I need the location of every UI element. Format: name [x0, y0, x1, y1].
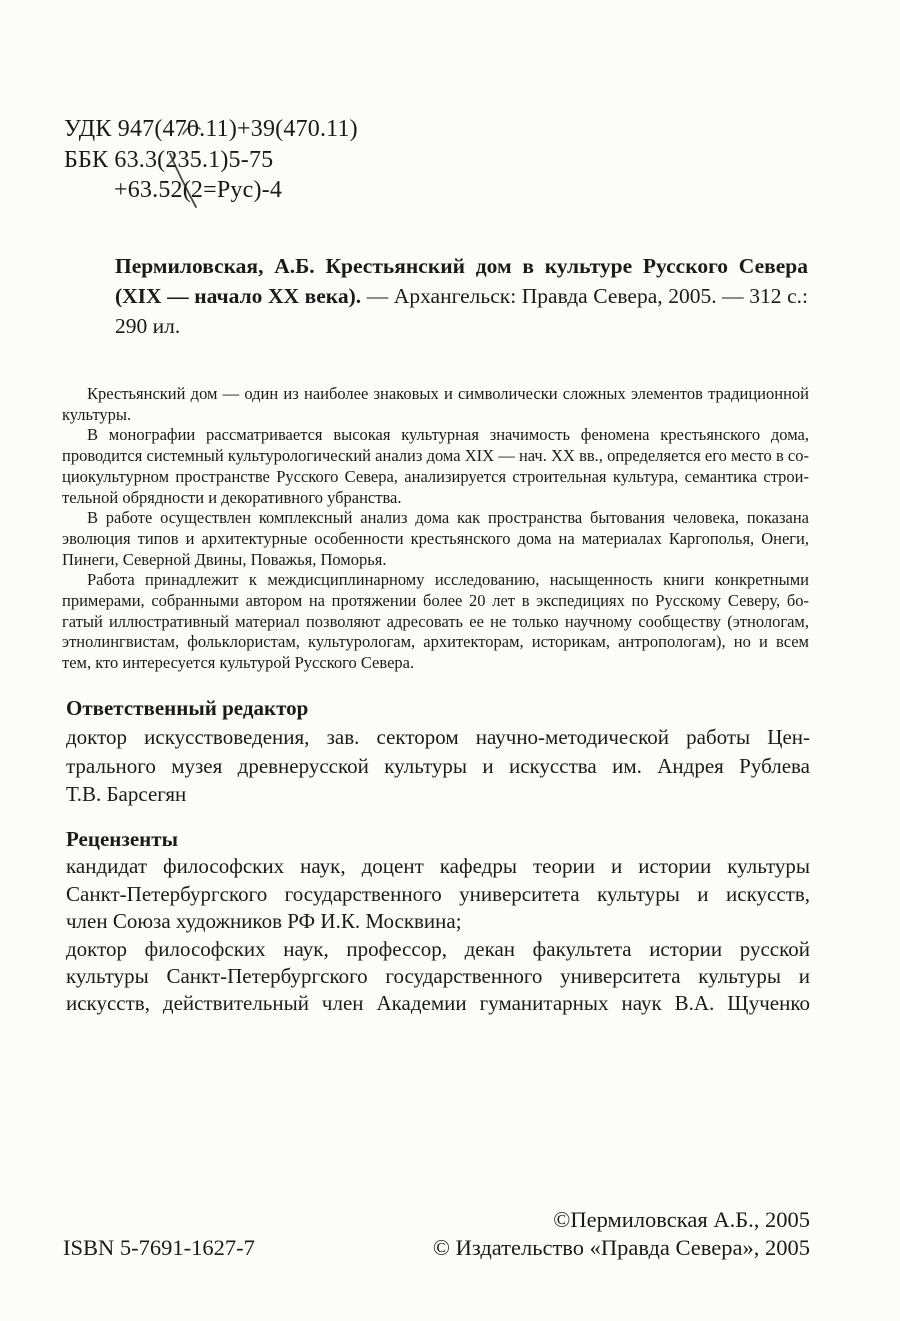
copyright-author-line: ©Пермиловская А.Б., 2005: [553, 1207, 810, 1232]
text-line: этнолингвистам, фольклористам, культурологам, архитекторам, историкам, антропологам), но и всем: [62, 632, 809, 652]
text-line: член Союза художников РФ И.К. Москвина;: [66, 909, 462, 934]
editor-paragraph: [66, 723, 810, 809]
reviewer-paragraph: [66, 853, 810, 935]
annotation-paragraph: [62, 508, 809, 570]
reviewer-paragraph: [66, 936, 810, 1018]
reviewers-section: [66, 826, 810, 1018]
bib-imprint-regular: — Архангельск: Правда Севера, 2005. — 312 с.:: [361, 284, 808, 308]
text-line: тем, кто интересуется культурой Русского Севера.: [62, 653, 415, 673]
bib-subtitle-bold: (XIX — начало XX века).: [115, 284, 362, 308]
text-line: В монографии рассматривается высокая культурная значимость феномена крестьянского дома,: [87, 425, 809, 445]
text-line: циокультурном пространстве Русского Севера, анализируется строительная культура, семантика строи-: [62, 466, 809, 486]
editor-section: [66, 694, 810, 809]
text-line: культуры.: [62, 404, 132, 424]
annotation-paragraph: [62, 425, 809, 508]
text-line: Пинеги, Северной Двины, Поважья, Поморья.: [62, 549, 387, 569]
text-line: тельной обрядности и декоративного убранства.: [62, 487, 402, 507]
text-line: Т.В. Барсегян: [66, 782, 187, 807]
reviewers-heading: Рецензенты: [66, 827, 178, 851]
text-line: эволюция типов и архитектурные особенности крестьянского дома на материалах Каргополья, Онеги,: [62, 528, 809, 548]
annotation-paragraph: [62, 384, 809, 425]
classification-block: [64, 114, 358, 206]
text-line: проводится системный культурологический анализ дома XIX — нач. XX вв., определяется его место в со-: [62, 446, 809, 466]
text-line: Санкт-Петербургского государственного университета культуры и искусств,: [66, 881, 810, 906]
bib-line-illustrations: 290 ил.: [115, 314, 181, 338]
text-line: искусств, действительный член Академии гуманитарных наук В.А. Щученко: [66, 991, 810, 1016]
copyright-publisher-line: © Издательство «Правда Севера», 2005: [432, 1235, 810, 1260]
annotation-paragraph: [62, 570, 809, 674]
isbn-line: ISBN 5-7691-1627-7: [63, 1235, 255, 1260]
bbk-continuation-line: +63.52(2=Рус)-4: [114, 177, 283, 203]
text-line: В работе осуществлен комплексный анализ дома как пространства бытования человека, показана: [87, 508, 809, 528]
text-line: доктор искусствоведения, зав. сектором научно-методической работы Цен-: [66, 724, 810, 749]
text-line: Работа принадлежит к междисциплинарному исследованию, насыщенность книги конкретными: [87, 570, 809, 590]
text-line: кандидат философских наук, доцент кафедры теории и истории культуры: [66, 854, 810, 879]
text-line: гатый иллюстративный материал позволяют адресовать ее не только научному сообществу (этнологам,: [62, 611, 809, 631]
text-line: культуры Санкт-Петербургского государственного университета культуры и: [66, 964, 810, 989]
bbk-line: ББК 63.3(235.1)5-75: [64, 146, 274, 173]
editor-heading: Ответственный редактор: [66, 696, 309, 720]
text-line: примерами, собранными автором на протяжении более 20 лет в экспедициях по Русскому Северу, бо-: [62, 591, 809, 611]
bibliographic-entry: [115, 251, 808, 341]
text-line: трального музея древнерусской культуры и искусства им. Андрея Рублева: [66, 753, 810, 778]
copyright-block: [433, 1206, 810, 1262]
text-line: доктор философских наук, профессор, декан факультета истории русской: [66, 936, 810, 961]
bib-line-imprint: [115, 281, 808, 311]
annotation-block: [62, 384, 809, 674]
udk-line: УДК 947(470.11)+39(470.11): [64, 116, 358, 142]
bib-line-author-title: Пермиловская, А.Б. Крестьянский дом в культуре Русского Севера: [115, 254, 808, 278]
text-line: Крестьянский дом — один из наиболее знаковых и символически сложных элементов традиционной: [87, 384, 809, 403]
